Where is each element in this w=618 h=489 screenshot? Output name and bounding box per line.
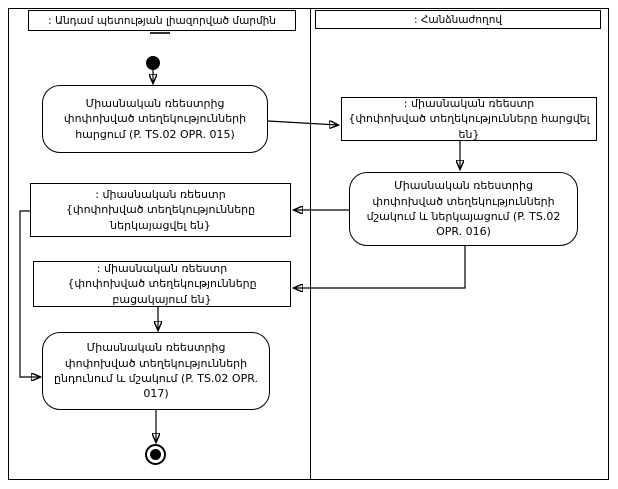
object-node-unified-register-presented [30, 183, 291, 237]
activity-receive-process-changed-info [42, 332, 270, 410]
object-node-unified-register-absent [33, 261, 291, 307]
object-node-state: {փոփոխված տեղեկությունները ներկայացվել են} [65, 203, 256, 232]
final-node [145, 444, 166, 465]
swimlane-divider [310, 8, 311, 480]
lane-header-authorized-body-label: : Անդամ պետության լիազորված մարմին [48, 14, 276, 27]
object-node-name: : միասնական ռեեստր [96, 261, 228, 275]
activity-request-changed-info-label: Միասնական ռեեստրից փոփոխված տեղեկությունների հարցում (P. TS.02 OPR. 015) [63, 96, 247, 141]
lane-header-commission-label: : Հանձնաժողով [413, 13, 503, 26]
initial-node [146, 56, 160, 70]
object-node-unified-register-requested [341, 97, 597, 141]
activity-process-present-changed-info-label: Միասնական ռեեստրից փոփոխված տեղեկությունների մշակում և ներկայացում (P. TS.02 OPR. 016) [366, 179, 561, 239]
final-node-dot [150, 449, 161, 460]
object-node-state: {փոփոխված տեղեկությունները հարցվել են} [348, 112, 590, 141]
lane-header-underline [150, 32, 170, 34]
activity-process-present-changed-info [349, 172, 578, 246]
object-node-state: {փոփոխված տեղեկությունները բացակայում են} [67, 277, 257, 306]
lane-header-authorized-body [28, 10, 296, 31]
activity-request-changed-info [42, 85, 268, 153]
object-node-name: : միասնական ռեեստր [95, 187, 226, 201]
lane-header-commission [315, 10, 601, 29]
activity-receive-process-changed-info-label: Միասնական ռեեստրից փոփոխված տեղեկությունների ընդունում և մշակում (P. TS.02 OPR. 017) [54, 341, 258, 401]
object-node-name: : միասնական ռեեստր [403, 96, 535, 110]
